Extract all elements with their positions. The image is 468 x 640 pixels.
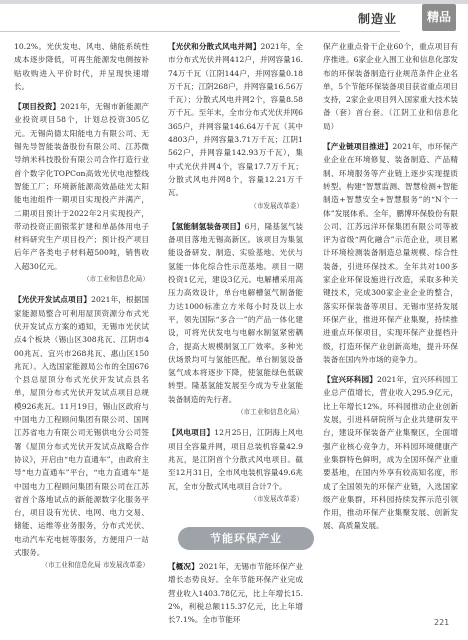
article-title: 【光伏开发试点项目】 bbox=[14, 295, 92, 305]
lead-paragraph: 保产业重点骨干企业60个，重点项目有序推进。6家企业入围工业和信息化部发布的环保装备制造行业规范条件企业名单，5个节能环保装备项目获省重点项目支持，2家企业项目列入国家重大技术装备（套）首台套。（江阴工业和信息化局） bbox=[323, 42, 458, 131]
article-text: 2021年，市环保产业企业在环境修复、装备制造、产品精制、环境服务等产业链上逐步实现提质转型。构建“智慧监测、智慧检测+智能制造+智慧安全+智慧服务”的“N个一体”发展体系。全年，鹏博环保股份有限公司、江苏远洋环保集团有限公司等被评为省级“两化融合”示范企业，项目累计环境检测装备制造总量规模、综合性装备，引进环保技术。全年共对100多家企业环保设施进行改造，采取多种关键技术，完成300家企业企业的整合，落实环保装备等项目。无锡市坚持发展环保产业，推进环保产业集聚，持续推进重点环保项目，实现环保产业提档升级，打造环保产业创新高地，提升环保装备在国内外市场的竞争力。 bbox=[323, 142, 458, 364]
section-banner: 节能环保产业 bbox=[178, 527, 314, 550]
article-overview bbox=[168, 560, 303, 626]
article-text: 2021年，全市分布式光伏并网412户，并网容量16.74万千瓦（江阴144户，并网容量0.18万千瓦；江阴268户，并网容量16.56万千瓦）；分散式风电并网2个，容量8.58万千瓦。至年末，全市分布式光伏并网6365户，并网容量146.64万千瓦（其中4803户，并网容量3.71万千瓦；江阴1562户，并网容量142.93万千瓦），集中式光伏并网4个，容量17.7万千瓦；分散式风电并网8个，容量12.21万千瓦。 bbox=[168, 42, 304, 198]
article-text: 2021年，无锡市节能环保产业增长态势良好。全年节能环保产业完成营业收入1403.78亿元，比上年增长15.2%，利税总额115.37亿元，比上年增长7.1%。全市节能环 bbox=[168, 562, 304, 625]
article-text: 6月，隆基氢气装备项目落地无锡高新区。该项目为集氢能设备研发、制造、实验基地、光伏与氢能一体化综合性示范基地。项目一期投资1亿元，建设3亿元。电解槽采用高压力高效设计，单台电解槽氢气制备能力达1000标准立方米每小时及以上水平，领先国际“多合一”的产品一体化建设，可将光伏发电与电解水制氢紧密耦合，提高大规模制氢工厂效率。多种光伏场景均可与氢能匹配。单台制氢设备氢气成本将逐步下降，使氢能绿色低碳转型。隆基氢能发展至今成为专业氢能装备制造的先行者。 bbox=[168, 221, 303, 404]
article-title: 【宜兴环科园】 bbox=[323, 375, 377, 385]
header-band bbox=[0, 0, 468, 4]
lead-paragraph: 10.2%。光伏发电、风电、储能系统性成本逐步降低，可再生能源发电侧按补贴收购进入平价时代，并呈现快速增长。 bbox=[14, 42, 149, 91]
column-3 bbox=[323, 40, 458, 533]
article-wind bbox=[168, 426, 303, 506]
article-source: （市工业和信息化局 市发展改革委） bbox=[41, 561, 149, 570]
article-text: 2021年，根据国家能源局整合可利用屋顶资源分布式光伏开发试点方案的通知，无锡市光伏试点4个板块（锡山区308兆瓦、江阴市400兆瓦、宜兴市268兆瓦、惠山区150兆瓦）。入选国家能源局公布的全国676个县总屋顶分布式光伏开发试点县名单，屋顶分布式光伏开发试点项目总规模926兆瓦。11月19日，锡山区政府与中国电力工程顾问集团有限公司、国网江苏省电力有限公司无锡供电分公司签署《屋顶分布式光伏开发试点战略合作协议》，开启由“电力直通车”，由政府主导“电力直通车”平台，“电力直通车”是中国电力工程顾问集团有限公司在江苏省首个落地试点的新能源数字化服务平台，项目设有光伏、电网、电力交易、储能、运维等业务服务，分布式光伏、电动汽车充电桩等服务，方便用户一站式服务。 bbox=[14, 295, 150, 557]
column-1 bbox=[14, 40, 149, 573]
article-title: 【光伏和分散式风电并网】 bbox=[168, 42, 261, 51]
article-industry-chain bbox=[323, 140, 458, 366]
section-name: 制造业 bbox=[358, 12, 398, 26]
article-title: 【项目投资】 bbox=[14, 102, 61, 112]
article-source: （市发展改革委） bbox=[250, 201, 303, 210]
article-title: 【概况】 bbox=[168, 562, 199, 571]
article-yixing-park bbox=[323, 373, 458, 533]
article-hydrogen bbox=[168, 220, 303, 419]
article-source: （市工业和信息化局） bbox=[237, 408, 303, 417]
article-source: （市工业和信息化局） bbox=[83, 275, 149, 284]
article-investment bbox=[14, 100, 149, 286]
article-title: 【风电项目】 bbox=[168, 428, 215, 438]
page-number: 221 bbox=[434, 618, 450, 627]
page-header bbox=[0, 0, 468, 34]
logo-icon bbox=[422, 4, 456, 31]
column-2-bottom bbox=[168, 560, 303, 626]
column-2 bbox=[168, 40, 303, 506]
article-title: 【产业链项目推进】 bbox=[323, 142, 393, 152]
article-text: 12月25日，江阴海上风电项目全容量并网，项目总装机容量42.9兆瓦，是江阴首个分散式风电项目。截至12月31日，全市风电装机容量49.6兆瓦，全市分散式风电项目合计7个。 bbox=[168, 428, 304, 491]
article-source: （市发展改革委） bbox=[250, 494, 303, 503]
article-pv-pilot bbox=[14, 293, 149, 572]
article-text: 2021年，无锡市新能源产业投资项目58个，计划总投资305亿元。无锡尚德太阳能电力有限公司、无锡先导智能装备股份有限公司、江苏微导纳米科技股份有限公司合作打造行业首个数字化TOPCon高效光伏电池整线智能工厂；环境新能源高效晶硅光太阳能电池组件一期项目实现投产并满产，二期项目预计于2022年2月实现投产，带动投资正面银浆扩建和单晶体用电子材料研究生产项目投产；预计投产项目后年产各类电子材料超500吨，销售收入超30亿元。 bbox=[14, 102, 150, 271]
article-title: 【氢能制氢装备项目】 bbox=[168, 221, 245, 231]
article-grid-connection bbox=[168, 40, 303, 213]
header-rule bbox=[0, 31, 400, 32]
logo-text: 精品 bbox=[426, 10, 451, 24]
article-text: 2021年，宜兴环科园工业总产值增长，营业收入295.9亿元，比上年增长12%。环科园推动企业创新发展，引进科研院所与企业共建研发平台，建设环保装备产业集聚区，全面增强产业核心竞争力，环科园环境健康产业集群特色鲜明，成为全国环保产业重要基地，在国内外享有较高知名度，形成了全国领先的环保产业链，入选国家级产业集群，环科园持续发挥示范引领作用，推动环保产业集聚发展、创新发展、高质量发展。 bbox=[323, 375, 459, 531]
